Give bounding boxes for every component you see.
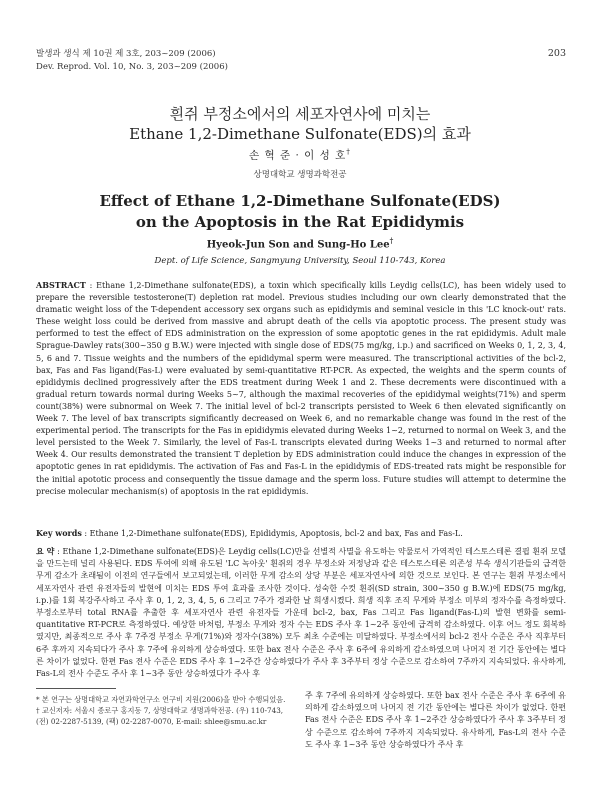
keywords-text: : Ethane 1,2-Dimethane sulfonate(EDS), Epididymis, Apoptosis, bcl-2 and bax, Fas and Fas-L. — [84, 529, 463, 538]
journal-citation-kr: 발생과 생식 제 10권 제 3호, 203~209 (2006) — [36, 49, 216, 59]
affiliation-english: Dept. of Life Science, Sangmyung University, Seoul 110-743, Korea — [154, 256, 446, 266]
abstract-text: : Ethane 1,2-Dimethane sulfonate(EDS), a toxin which specifically kills Leydig cells(LC), has been widely used to prepare the reversible testosterone(T) depletion rat model. Previous studies including our own clearly demonstrated that the dramatic weight loss of the T-dependent accessory sex organs such as epididymis and seminal vesicle in this 'LC knock-out' rats. These weight loss could be derived from massive and abrupt death of the cells via apoptotic process. The present study was performed to test the effect of EDS administration on the expression of some apoptotic genes in the rat epididymis. Adult male Sprague-Dawley rats(300~350 g B.W.) were injected with single dose of EDS(75 mg/kg, i.p.) and sacrificed on Weeks 0, 1, 2, 3, 4, 5, 6 and 7. Tissue weights and the numbers of the epididymal sperm were measured. The transcriptional activities of the bcl-2, bax, Fas and Fas ligand(Fas-L) were evaluated by semi-quantitative RT-PCR. As expected, the weights and the sperm counts of epididymis declined progressively after the EDS treatment during Week 1 and 2. These decrements were discontinued with a gradual return towards normal during Weeks 5~7, although the maximal recoveries of the epididymal weights(71%) and sperm count(38%) were subnormal on Week 7. The initial level of bcl-2 transcripts persisted to Week 6 then elevated significantly on Week 7. The level of bax transcripts significantly decreased on Week 6, and no remarkable change was found in the rest of the experimental period. The transcripts for the Fas in epididymis elevated during Weeks 1~2, returned to normal on Week 3, and the level persisted to the Week 7. Similarly, the level of Fas-L transcripts elevated during Weeks 1~3 and returned to normal after Week 4. Our results demonstrated the transient T depletion by EDS administration could induce the changes in expression of the apoptotic genes in rat epididymis. The activation of Fas and Fas-L in the epididymis of EDS-treated rats might be responsible for the initial apototic process and consequently the tissue damage and the sperm loss. Future studies will attempt to determine the precise molecular mechanism(s) of apoptosis in the rat epididymis. — [36, 281, 566, 496]
footnote-funding: * 본 연구는 상명대학교 자연과학연구소 연구비 지원(2006)을 받아 수행되었음. — [36, 695, 286, 704]
footnotes — [36, 694, 296, 727]
corresponding-mark-en: † — [389, 236, 394, 245]
title-english-line2: on the Apoptosis in the Rat Epididymis — [135, 213, 465, 231]
authors-english-names: Hyeok-Jun Son and Sung-Ho Lee — [206, 239, 390, 251]
authors-english — [0, 236, 600, 250]
abstract — [36, 279, 566, 498]
korean-summary-label: 요 약 — [36, 546, 55, 556]
abstract-label: ABSTRACT — [36, 280, 86, 290]
title-korean — [0, 104, 600, 144]
footnote-divider — [36, 688, 116, 689]
keywords-label: Key words — [36, 528, 82, 538]
authors-korean-names: 손 혁 준 · 이 성 호 — [249, 149, 347, 162]
title-english — [0, 191, 600, 233]
title-korean-line1: 흰쥐 부정소에서의 세포자연사에 미치는 — [169, 105, 431, 123]
keywords — [36, 527, 566, 540]
right-column-text: 주 후 7주에 유의하게 상승하였다. 또한 bax 전사 수준은 주사 후 6주에 유의하게 감소하였으며 나머지 전 기간 동안에는 별다른 차이가 없었다. 한편 Fas 전사 수준은 EDS 주사 후 1~2주간 상승하였다가 주사 후 3주부터 정상 수준으로 감소하여 7주까지 지속되었다. 유사하게, Fas-L의 전사 수준도 주사 후 1~3주 동안 상승하였다가 주사 후 — [305, 691, 566, 749]
title-english-line1: Effect of Ethane 1,2-Dimethane Sulfonate(EDS) — [99, 192, 501, 210]
korean-summary — [36, 545, 566, 680]
journal-citation — [36, 48, 228, 73]
corresponding-mark-kr: † — [346, 147, 351, 156]
title-korean-line2: Ethane 1,2-Dimethane Sulfonate(EDS)의 효과 — [129, 125, 471, 143]
journal-citation-en: Dev. Reprod. Vol. 10, No. 3, 203~209 (2006) — [36, 61, 228, 72]
page-number: 203 — [547, 48, 566, 59]
authors-korean — [0, 147, 600, 163]
footnote-corresponding: † 교신저자: 서울시 종로구 홍지동 7, 상명대학교 생명과학전공. (우) 110-743, (전) 02-2287-5139, (팩) 02-2287-0070, E-mail: shlee@smu.ac.kr — [36, 706, 284, 726]
affiliation-korean: 상명대학교 생명과학전공 — [253, 170, 347, 180]
korean-summary-text: : Ethane 1,2-Dimethane sulfonate(EDS)은 Leydig cells(LC)만을 선별적 사멸을 유도하는 약물로서 가역적인 테스토스테론 결핍 흰쥐 모델을 만드는데 널리 사용된다. EDS 투여에 의해 유도된 'LC 녹아웃' 흰쥐의 경우 부정소와 저정낭과 같은 테스토스테론 의존성 부속 생식기관들의 급격한 무게 감소가 초래됨이 이전의 연구들에서 보고되었는데, 이러한 무게 감소의 상당 부분은 세포자연사에 의한 것으로 보인다. 본 연구는 흰쥐 부정소에서 세포자연사 관련 유전자들의 발현에 미치는 EDS 투여 효과를 조사한 것이다. 성숙한 수컷 흰쥐(SD strain, 300~350 g B.W.)에 EDS(75 mg/kg, i.p.)를 1회 복강주사하고 주사 후 0, 1, 2, 3, 4, 5, 6 그리고 7주가 경과한 날 희생시켰다. 희생 직후 조직 무게와 부정소 미부의 정자수를 측정하였다. 부정소로부터 total RNA를 추출한 후 세포자연사 관련 유전자들 가운데 bcl-2, bax, Fas 그리고 Fas ligand(Fas-L)의 발현 변화를 semi-quantitative RT-PCR로 측정하였다. 예상한 바처럼, 부정소 무게와 정자 수는 EDS 주사 후 1~2주 동안에 급격히 감소하였다. 이후 어느 정도 회복하였지만, 최종적으로 주사 후 7주경 부정소 무게(71%)와 정자수(38%) 모두 최초 수준에는 미달하였다. 부정소에서의 bcl-2 전사 수준은 주사 직후부터 6주 후까지 지속되다가 주사 후 7주에 유의하게 상승하였다. 또한 bax 전사 수준은 주사 후 6주에 유의하게 감소하였으며 나머지 전 기간 동안에는 별다른 차이가 없었다. 한편 Fas 전사 수준은 EDS 주사 후 1~2주간 상승하였다가 주사 후 3주부터 정상 수준으로 감소하여 7주까지 지속되었다. 유사하게, Fas-L의 전사 수준도 주사 후 1~3주 동안 상승하였다가 주사 후 — [36, 547, 566, 679]
